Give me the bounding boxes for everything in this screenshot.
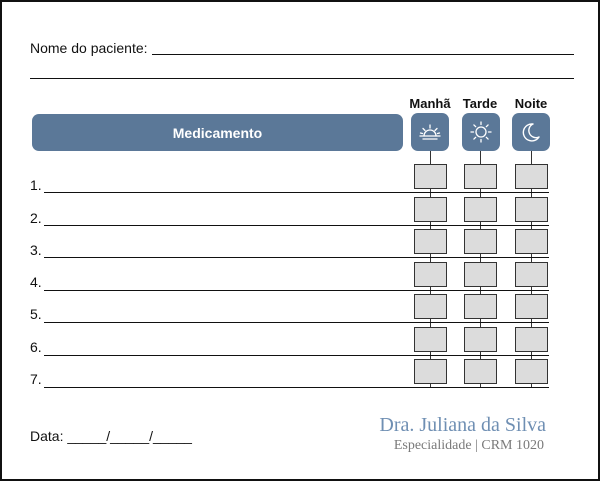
patient-name-label: Nome do paciente: [30,40,148,56]
row-number-7: 7. [30,371,42,387]
patient-name-line-2[interactable] [30,78,574,79]
checkbox-night-1[interactable] [515,164,548,189]
column-label-morning: Manhã [409,96,451,111]
checkbox-morning-1[interactable] [414,164,447,189]
medication-header [32,114,403,151]
row-number-1: 1. [30,177,42,193]
checkbox-night-2[interactable] [515,197,548,222]
checkbox-morning-3[interactable] [414,229,447,254]
checkbox-night-6[interactable] [515,327,548,352]
patient-name-line-1[interactable] [152,54,574,55]
checkbox-morning-6[interactable] [414,327,447,352]
checkbox-night-3[interactable] [515,229,548,254]
checkbox-afternoon-7[interactable] [464,359,497,384]
row-number-2: 2. [30,210,42,226]
medication-line-6[interactable] [44,355,549,356]
sunrise-icon [417,119,443,145]
medication-line-2[interactable] [44,225,549,226]
sun-icon [468,119,494,145]
column-label-afternoon: Tarde [462,96,498,111]
row-number-5: 5. [30,306,42,322]
checkbox-afternoon-2[interactable] [464,197,497,222]
medication-line-5[interactable] [44,322,549,323]
checkbox-night-7[interactable] [515,359,548,384]
row-number-4: 4. [30,274,42,290]
medication-header-label: Medicamento [172,124,263,141]
checkbox-afternoon-5[interactable] [464,294,497,319]
medication-line-4[interactable] [44,290,549,291]
checkbox-afternoon-3[interactable] [464,229,497,254]
checkbox-morning-5[interactable] [414,294,447,319]
row-number-6: 6. [30,339,42,355]
afternoon-icon-box [462,113,500,151]
medication-line-1[interactable] [44,192,549,193]
checkbox-morning-7[interactable] [414,359,447,384]
checkbox-afternoon-4[interactable] [464,262,497,287]
date-field[interactable]: Data: _____/_____/_____ [30,428,192,444]
row-number-3: 3. [30,242,42,258]
checkbox-morning-4[interactable] [414,262,447,287]
checkbox-afternoon-1[interactable] [464,164,497,189]
column-label-night: Noite [514,96,548,111]
checkbox-night-4[interactable] [515,262,548,287]
checkbox-night-5[interactable] [515,294,548,319]
moon-icon [518,119,544,145]
night-icon-box [512,113,550,151]
doctor-specialty: Especialidade | CRM 1020 [393,438,544,453]
morning-icon-box [411,113,449,151]
medication-line-3[interactable] [44,257,549,258]
doctor-name: Dra. Juliana da Silva [379,414,546,436]
medication-line-7[interactable] [44,387,549,388]
checkbox-afternoon-6[interactable] [464,327,497,352]
checkbox-morning-2[interactable] [414,197,447,222]
